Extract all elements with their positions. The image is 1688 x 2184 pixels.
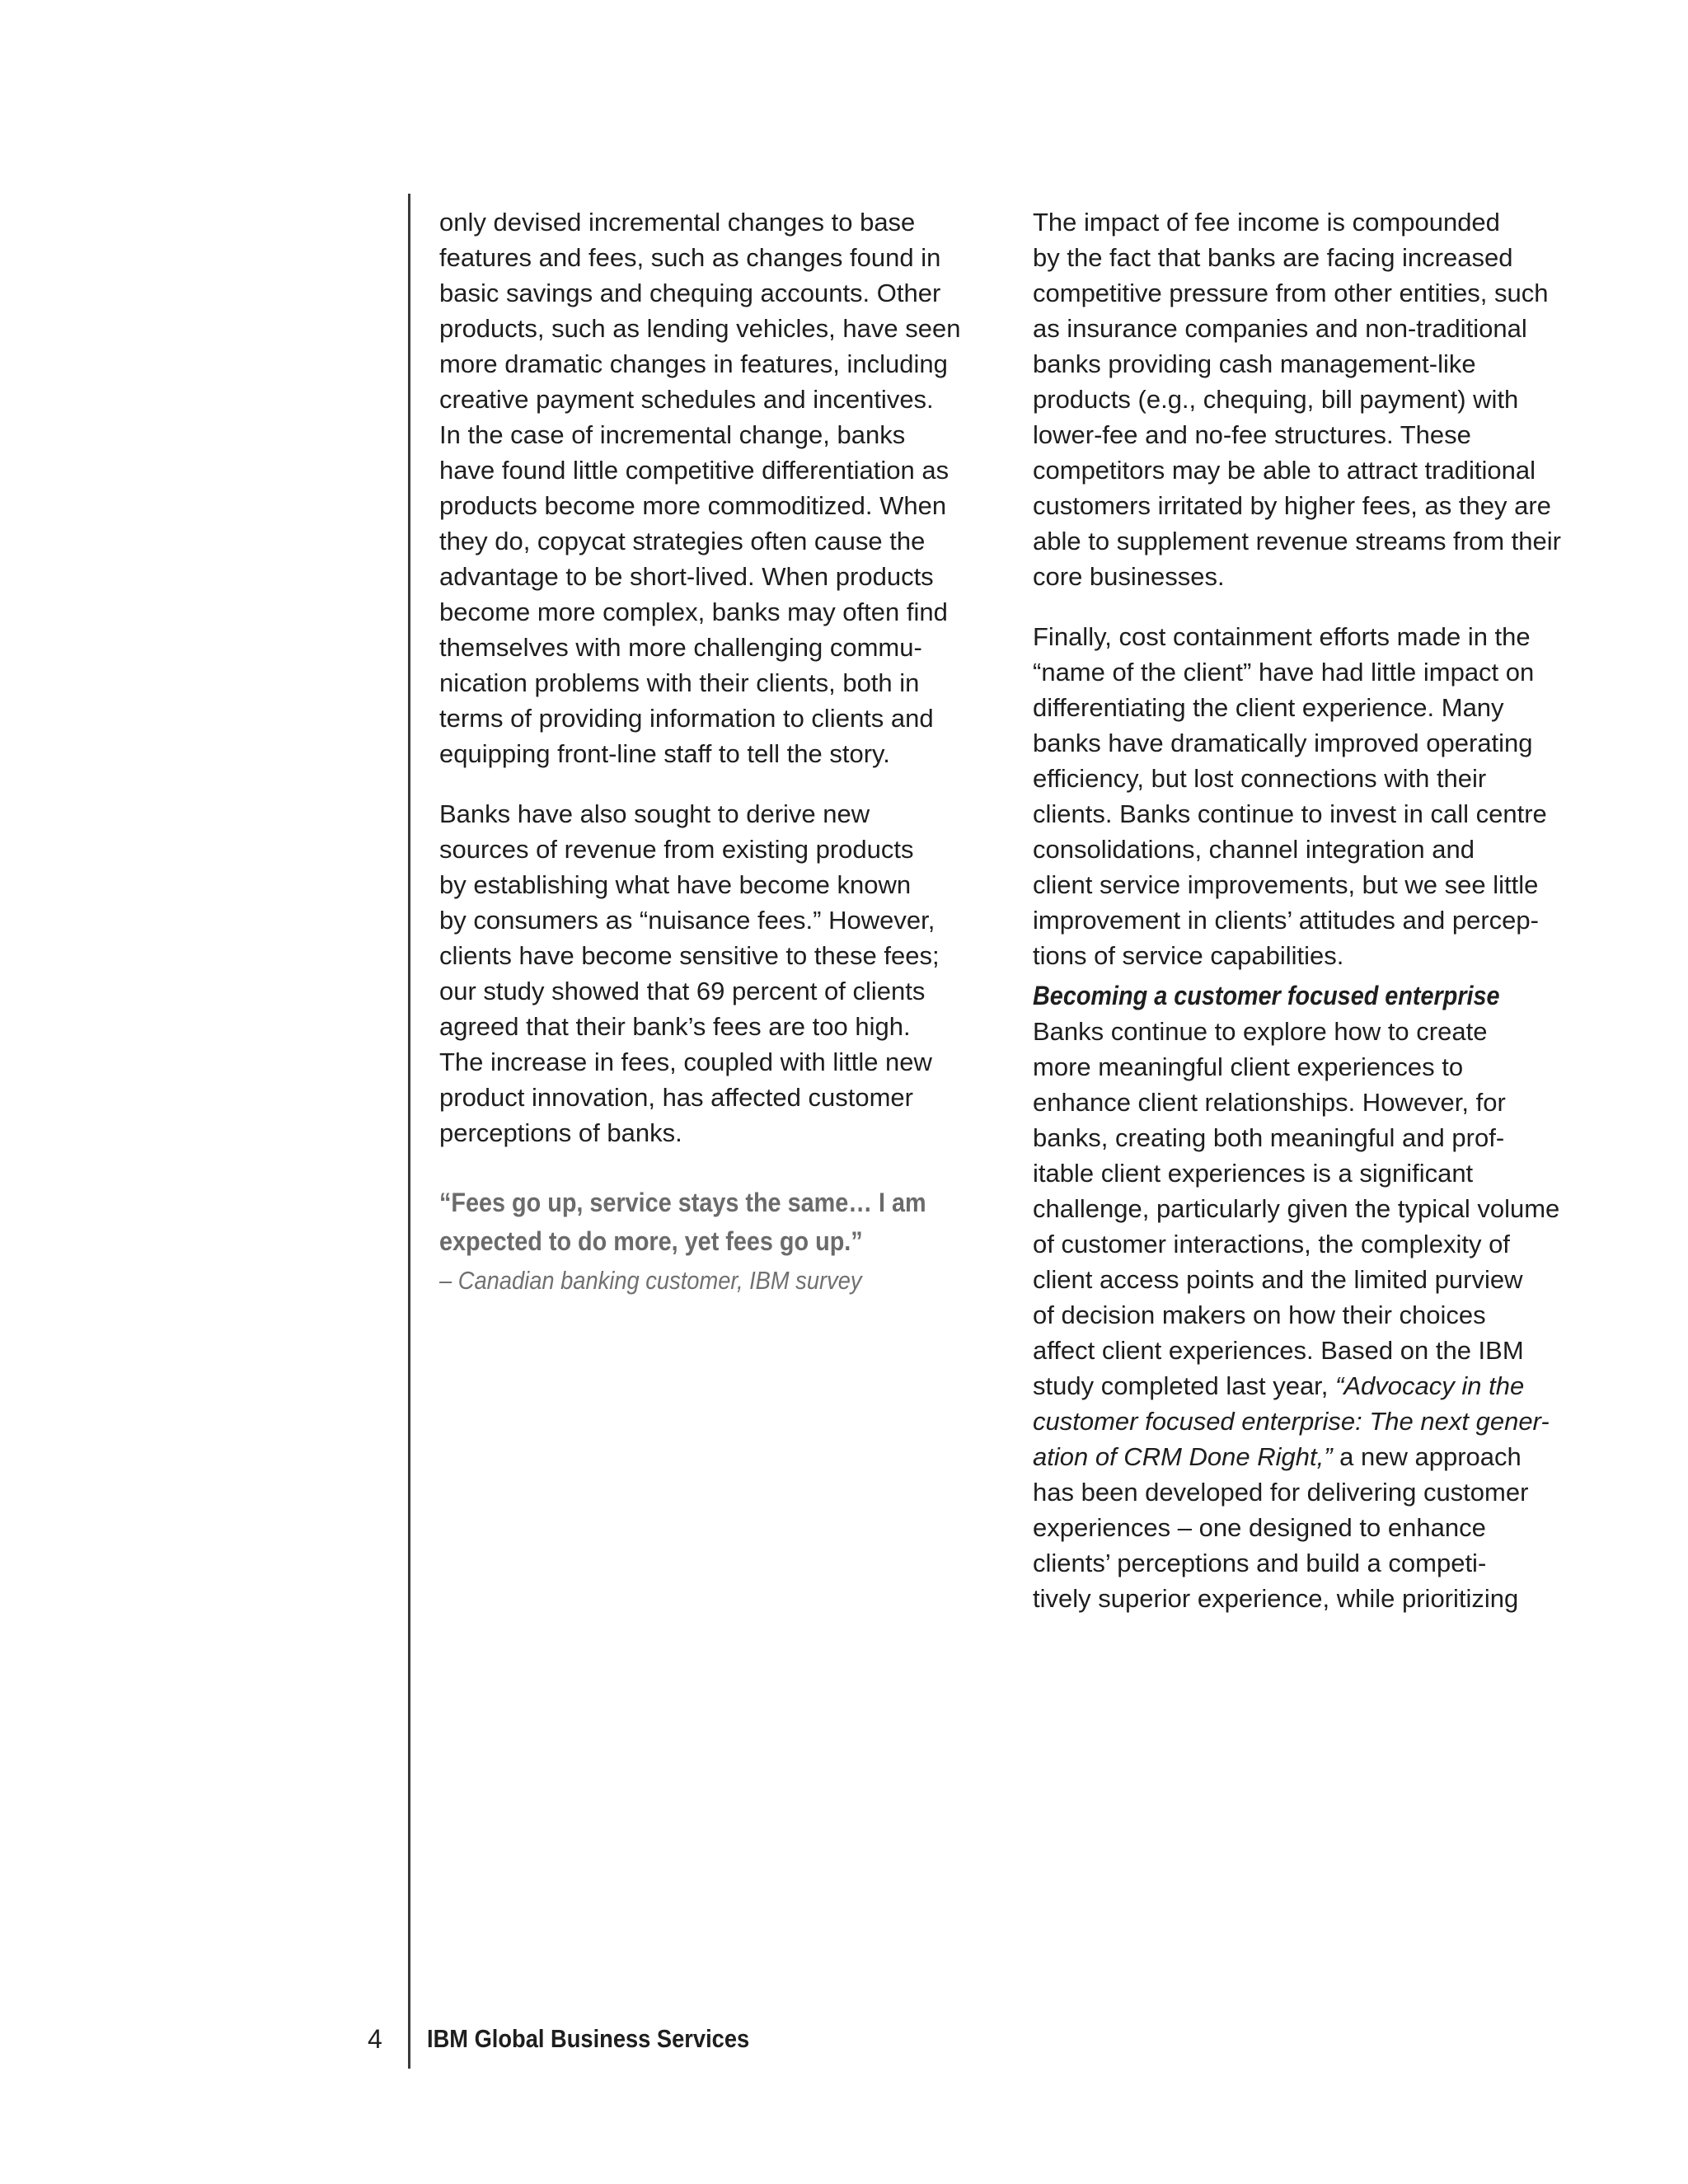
- section-heading: Becoming a customer focused enterprise: [1033, 981, 1500, 1010]
- paragraph-text: Banks continue to explore how to create more meaningful client experiences to enhance client relationships. However, for banks, creating both meaningful and prof- itable client experiences is a significant challenge, particularly given the typical volume of customer interactions, the complexity of client access points and the limited purview of decision makers on how their choices affect client experiences. Based on the IBM study completed last year,: [1033, 1017, 1560, 1400]
- body-paragraph: Banks have also sought to derive new sources of revenue from existing products by establishing what have become known by consumers as “nuisance fees.” However, clients have become sensitive to these fees; our study showed that 69 percent of clients agreed that their bank’s fees are too high. The increase in fees, coupled with little new product innovation, has affected customer perceptions of banks.: [439, 799, 940, 1147]
- body-paragraph: [1033, 1014, 1577, 1616]
- vertical-rule: [408, 194, 410, 2069]
- footer-brand: IBM Global Business Services: [427, 2024, 750, 2053]
- body-paragraph: The impact of fee income is compounded by the fact that banks are facing increased competitive pressure from other entities, such as insurance companies and non-traditional banks providing cash management-like products (e.g., chequing, bill payment) with lower-fee and no-fee structures. These competitors may be able to attract traditional customers irritated by higher fees, as they are able to supplement revenue streams from their core businesses.: [1033, 208, 1561, 591]
- paragraph-text: a new approach has been developed for delivering customer experiences – one designed to enhance clients’ perceptions and build a competi- tively superior experience, while prioritizing: [1033, 1442, 1529, 1613]
- body-paragraph: Finally, cost containment efforts made in the “name of the client” have had little impact on differentiating the client experience. Many banks have dramatically improved operating efficiency, but lost connections with their clients. Banks continue to invest in call centre consolidations, channel integration and client service improvements, but we see little improvement in clients’ attitudes and percep- tions of service capabilities.: [1033, 622, 1547, 970]
- study-title: “Advocacy in the customer focused enterprise: The next gener- ation of CRM Done Right,”: [1033, 1371, 1550, 1471]
- page-number: 4: [368, 2024, 382, 2054]
- pull-quote: “Fees go up, service stays the same… I am expected to do more, yet fees go up.”: [439, 1188, 926, 1256]
- right-column: [1033, 204, 1577, 1616]
- body-paragraph: only devised incremental changes to base features and fees, such as changes found in basic savings and chequing accounts. Other products, such as lending vehicles, have seen more dramatic changes in features, including creative payment schedules and incentives. In the case of incremental change, banks have found little competitive differentiation as products become more commoditized. When they do, copycat strategies often cause the advantage to be short-lived. When products become more complex, banks may often find themselves with more challenging commu- nication problems with their clients, both in terms of providing information to clients and equipping front-line staff to tell the story.: [439, 208, 961, 768]
- left-column: [439, 204, 1008, 1297]
- quote-attribution: – Canadian banking customer, IBM survey: [439, 1266, 862, 1295]
